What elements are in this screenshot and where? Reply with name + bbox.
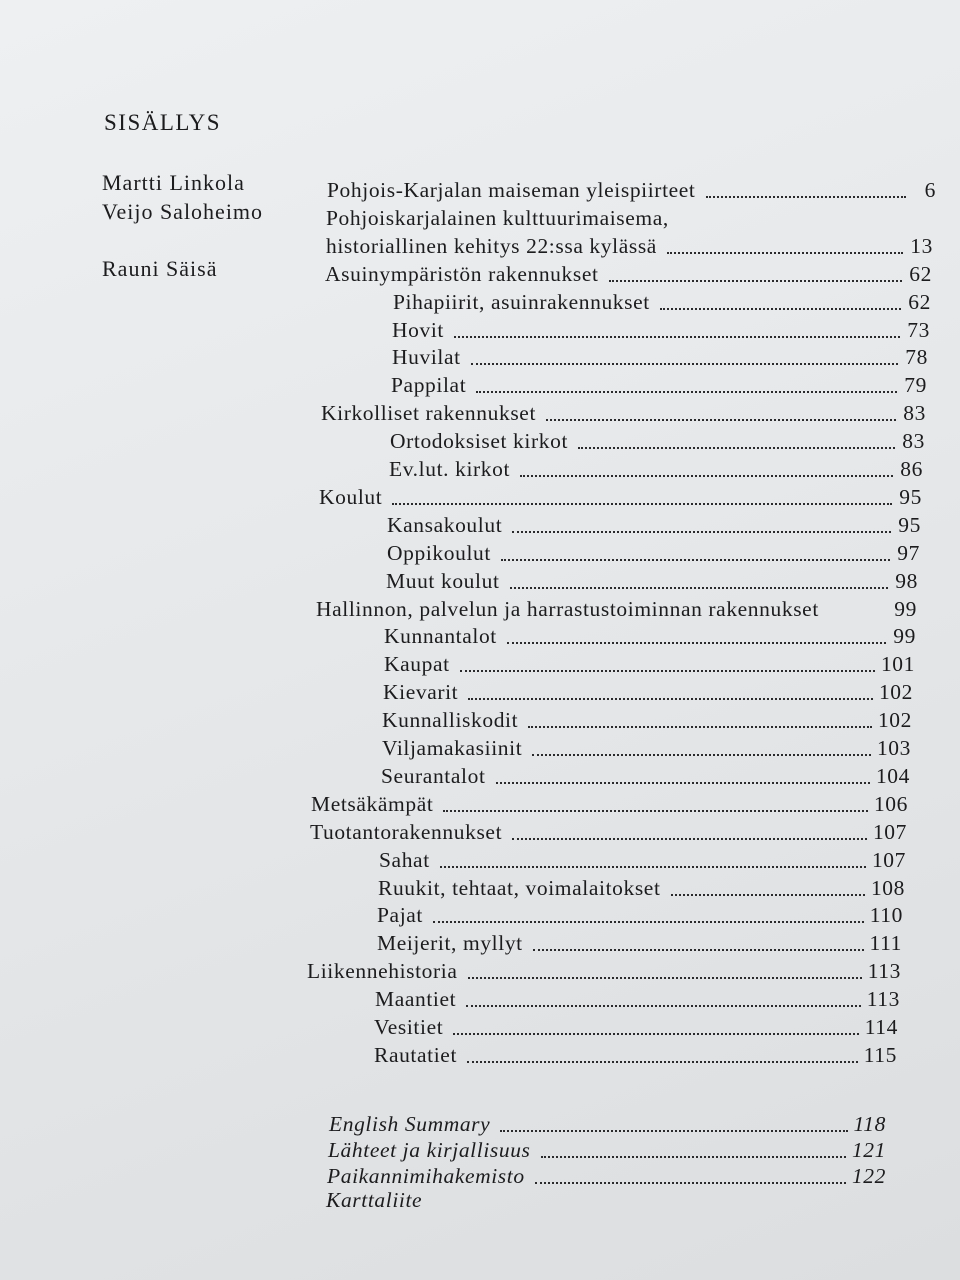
page-number: 97 xyxy=(897,541,920,565)
entry-title: Hovit xyxy=(392,318,444,342)
entry-title: Sahat xyxy=(379,848,430,872)
page-number: 113 xyxy=(867,959,901,983)
entry-title: Kunnantalot xyxy=(384,624,497,648)
page-number: 107 xyxy=(872,820,907,844)
page-number: 103 xyxy=(876,736,911,760)
page-number: 95 xyxy=(899,485,922,509)
entry-title: Kirkolliset rakennukset xyxy=(321,401,537,425)
dot-leader xyxy=(535,1182,846,1184)
page-number: 121 xyxy=(851,1138,886,1162)
entry-title: Seurantalot xyxy=(381,764,486,788)
entry-title: Vesitiet xyxy=(374,1015,444,1039)
entry-title: Kaupat xyxy=(384,652,450,676)
entry-title: Pihapiirit, asuinrakennukset xyxy=(393,290,650,314)
entry-title: Ortodoksiset kirkot xyxy=(390,429,569,453)
entry-title: Pohjois-Karjalan maiseman yleispiirteet xyxy=(327,178,696,202)
entry-title: Viljamakasiinit xyxy=(382,736,523,760)
appendix-entry xyxy=(328,1138,886,1163)
entry-title: Paikannimihakemisto xyxy=(327,1164,525,1188)
author-name: Rauni Säisä xyxy=(102,256,218,281)
appendix-entry xyxy=(326,1188,886,1213)
entry-title: Kansakoulut xyxy=(387,513,503,537)
page-number: 83 xyxy=(902,429,925,453)
page-number: 115 xyxy=(863,1043,897,1067)
entry-title: Ruukit, tehtaat, voimalaitokset xyxy=(378,876,661,900)
entry-title: Muut koulut xyxy=(386,569,500,593)
entry-title: Pajat xyxy=(377,903,423,927)
page-number: 104 xyxy=(875,764,910,788)
page-number: 107 xyxy=(871,848,906,872)
entry-title: Liikennehistoria xyxy=(307,959,458,983)
entry-title: Tuotantorakennukset xyxy=(310,820,503,844)
dot-leader xyxy=(541,1156,846,1158)
entry-title: Hallinnon, palvelun ja harrastustoiminnan rakennukset xyxy=(316,597,819,621)
entry-title: Koulut xyxy=(319,485,383,509)
page-number: 101 xyxy=(880,652,915,676)
page-number: 122 xyxy=(851,1164,886,1188)
author-name: Veijo Saloheimo xyxy=(102,199,264,224)
page-number: 99 xyxy=(893,624,916,648)
entry-title: Pappilat xyxy=(391,373,467,397)
page-number: 113 xyxy=(866,987,900,1011)
page-number: 99 xyxy=(894,597,917,621)
dot-leader xyxy=(500,1130,847,1132)
page-number: 62 xyxy=(908,290,931,314)
entry-title: Karttaliite xyxy=(326,1188,423,1212)
page-number: 62 xyxy=(909,262,932,286)
page-number: 83 xyxy=(903,401,926,425)
page-number: 114 xyxy=(864,1015,898,1039)
page-number: 78 xyxy=(905,345,928,369)
page-number: 79 xyxy=(904,373,927,397)
page-number: 6 xyxy=(924,178,936,202)
entry-title: Maantiet xyxy=(375,987,457,1011)
appendix-entry xyxy=(327,1164,886,1189)
page-number: 86 xyxy=(900,457,923,481)
page-number: 108 xyxy=(870,876,905,900)
entry-title: Huvilat xyxy=(392,345,461,369)
entry-title: Meijerit, myllyt xyxy=(377,931,523,955)
contents-heading: SISÄLLYS xyxy=(104,110,222,135)
page-number: 111 xyxy=(869,931,902,955)
page-number: 98 xyxy=(895,569,918,593)
page-number: 118 xyxy=(853,1112,886,1136)
page-number: 102 xyxy=(877,708,912,732)
entry-title: historiallinen kehitys 22:ssa kylässä xyxy=(326,234,657,258)
appendix-entry xyxy=(329,1112,886,1137)
entry-title: Pohjoiskarjalainen kulttuurimaisema, xyxy=(326,206,669,230)
entry-title: Kunnalliskodit xyxy=(382,708,519,732)
page-number: 102 xyxy=(878,680,913,704)
entry-title: Asuinympäristön rakennukset xyxy=(325,262,599,286)
page-number: 13 xyxy=(910,234,933,258)
page-number: 73 xyxy=(907,318,930,342)
author-name: Martti Linkola xyxy=(102,170,245,195)
entry-title: Kievarit xyxy=(383,680,459,704)
page-number: 110 xyxy=(869,903,903,927)
page-number: 95 xyxy=(898,513,921,537)
entry-title: Metsäkämpät xyxy=(311,792,434,816)
page-number: 106 xyxy=(873,792,908,816)
entry-title: Ev.lut. kirkot xyxy=(389,457,511,481)
entry-title: Lähteet ja kirjallisuus xyxy=(328,1138,531,1162)
entry-title: Oppikoulut xyxy=(387,541,491,565)
entry-title: English Summary xyxy=(329,1112,491,1136)
entry-title: Rautatiet xyxy=(374,1043,458,1067)
